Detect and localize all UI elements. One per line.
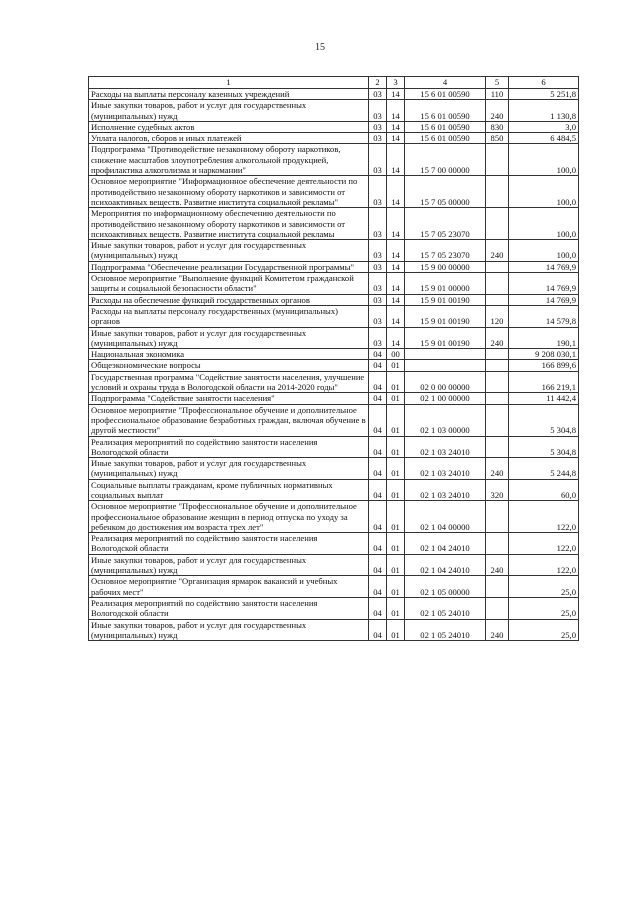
- cell-expense-type: [486, 501, 509, 533]
- cell-target-article: 15 9 01 00190: [405, 327, 486, 349]
- cell-expense-type: [486, 273, 509, 295]
- cell-amount: 5 251,8: [509, 89, 579, 100]
- budget-table: [88, 76, 579, 641]
- cell-subsection: 14: [387, 294, 405, 305]
- header-cell-subsection: 3: [387, 77, 405, 89]
- cell-target-article: 15 7 05 23070: [405, 240, 486, 262]
- cell-section: 04: [369, 404, 387, 436]
- cell-amount: 9 208 030,1: [509, 349, 579, 360]
- cell-expense-type: [486, 597, 509, 619]
- header-cell-target-article: 4: [405, 77, 486, 89]
- cell-expense-type: 240: [486, 554, 509, 576]
- cell-subsection: 14: [387, 100, 405, 122]
- table-row: [89, 305, 579, 327]
- cell-section: 04: [369, 554, 387, 576]
- cell-expense-type: [486, 294, 509, 305]
- cell-subsection: 14: [387, 176, 405, 208]
- table-row: [89, 261, 579, 272]
- cell-amount: 25,0: [509, 619, 579, 641]
- cell-target-article: 15 7 05 23070: [405, 208, 486, 240]
- cell-target-article: [405, 360, 486, 371]
- cell-expense-type: 830: [486, 121, 509, 132]
- cell-target-article: 02 1 05 24010: [405, 597, 486, 619]
- cell-expense-type: [486, 144, 509, 176]
- cell-expense-type: [486, 176, 509, 208]
- table-row: [89, 360, 579, 371]
- cell-target-article: 02 1 03 00000: [405, 404, 486, 436]
- table-row: [89, 240, 579, 262]
- table-row: [89, 349, 579, 360]
- cell-section: 03: [369, 240, 387, 262]
- cell-section: 03: [369, 121, 387, 132]
- cell-amount: 25,0: [509, 597, 579, 619]
- cell-amount: 190,1: [509, 327, 579, 349]
- cell-expense-type: [486, 404, 509, 436]
- cell-subsection: 01: [387, 436, 405, 458]
- cell-name: Основное мероприятие "Профессиональное обучение и дополнительное профессиональное образование безработных граждан, включая обучение в другой местности": [89, 404, 369, 436]
- cell-expense-type: 240: [486, 100, 509, 122]
- cell-amount: 6 484,5: [509, 133, 579, 144]
- cell-amount: 166 899,6: [509, 360, 579, 371]
- cell-section: 03: [369, 133, 387, 144]
- cell-expense-type: [486, 393, 509, 404]
- cell-amount: 14 769,9: [509, 294, 579, 305]
- cell-subsection: 01: [387, 597, 405, 619]
- cell-target-article: 02 1 00 00000: [405, 393, 486, 404]
- cell-target-article: 15 6 01 00590: [405, 121, 486, 132]
- table-body: [89, 77, 579, 641]
- cell-section: 03: [369, 208, 387, 240]
- cell-target-article: 15 6 01 00590: [405, 100, 486, 122]
- cell-expense-type: 240: [486, 458, 509, 480]
- table-row: [89, 144, 579, 176]
- cell-amount: 14 769,9: [509, 273, 579, 295]
- cell-expense-type: [486, 371, 509, 393]
- cell-amount: 60,0: [509, 479, 579, 501]
- cell-section: 03: [369, 273, 387, 295]
- cell-subsection: 14: [387, 144, 405, 176]
- cell-section: 03: [369, 261, 387, 272]
- cell-amount: 5 244,8: [509, 458, 579, 480]
- table-row: [89, 208, 579, 240]
- table-row: [89, 294, 579, 305]
- cell-name: Национальная экономика: [89, 349, 369, 360]
- table-row: [89, 393, 579, 404]
- cell-subsection: 01: [387, 371, 405, 393]
- table-row: [89, 273, 579, 295]
- cell-name: Основное мероприятие "Профессиональное обучение и дополнительное профессиональное образование женщин в период отпуска по уходу за ребенком до достижения им возраста трех лет": [89, 501, 369, 533]
- cell-name: Реализация мероприятий по содействию занятости населения Вологодской области: [89, 597, 369, 619]
- cell-subsection: 01: [387, 360, 405, 371]
- cell-section: 04: [369, 349, 387, 360]
- cell-section: 04: [369, 360, 387, 371]
- cell-name: Уплата налогов, сборов и иных платежей: [89, 133, 369, 144]
- cell-subsection: 01: [387, 619, 405, 641]
- cell-target-article: 02 1 04 00000: [405, 501, 486, 533]
- cell-section: 04: [369, 479, 387, 501]
- table-row: [89, 554, 579, 576]
- cell-name: Подпрограмма "Противодействие незаконному обороту наркотиков, снижение масштабов злоупотребления алкогольной продукцией, профилактика алкоголизма и наркомании": [89, 144, 369, 176]
- cell-section: 04: [369, 458, 387, 480]
- table-row: [89, 176, 579, 208]
- cell-expense-type: [486, 576, 509, 598]
- table-row: [89, 100, 579, 122]
- page-number: 15: [315, 42, 325, 53]
- header-cell-amount: 6: [509, 77, 579, 89]
- cell-target-article: [405, 349, 486, 360]
- cell-target-article: 15 9 01 00190: [405, 305, 486, 327]
- cell-name: Социальные выплаты гражданам, кроме публичных нормативных социальных выплат: [89, 479, 369, 501]
- cell-name: Основное мероприятие "Информационное обеспечение деятельности по противодействию незаконному обороту наркотиков и зависимости от психоактивных веществ. Развитие института социальной рекламы": [89, 176, 369, 208]
- cell-subsection: 01: [387, 393, 405, 404]
- cell-name: Подпрограмма "Содействие занятости населения": [89, 393, 369, 404]
- cell-expense-type: [486, 360, 509, 371]
- cell-name: Расходы на выплаты персоналу государственных (муниципальных) органов: [89, 305, 369, 327]
- cell-subsection: 01: [387, 501, 405, 533]
- cell-name: Расходы на обеспечение функций государственных органов: [89, 294, 369, 305]
- cell-amount: 100,0: [509, 144, 579, 176]
- cell-target-article: 15 9 00 00000: [405, 261, 486, 272]
- cell-target-article: 02 0 00 00000: [405, 371, 486, 393]
- table-row: [89, 576, 579, 598]
- cell-expense-type: 850: [486, 133, 509, 144]
- cell-name: Исполнение судебных актов: [89, 121, 369, 132]
- table-row: [89, 133, 579, 144]
- table-row: [89, 404, 579, 436]
- cell-target-article: 02 1 05 24010: [405, 619, 486, 641]
- cell-name: Иные закупки товаров, работ и услуг для государственных (муниципальных) нужд: [89, 619, 369, 641]
- cell-amount: 5 304,8: [509, 404, 579, 436]
- cell-section: 03: [369, 89, 387, 100]
- cell-expense-type: [486, 533, 509, 555]
- table-row: [89, 89, 579, 100]
- cell-name: Иные закупки товаров, работ и услуг для государственных (муниципальных) нужд: [89, 240, 369, 262]
- cell-name: Иные закупки товаров, работ и услуг для государственных (муниципальных) нужд: [89, 554, 369, 576]
- cell-amount: 3,0: [509, 121, 579, 132]
- cell-amount: 122,0: [509, 554, 579, 576]
- cell-expense-type: 240: [486, 327, 509, 349]
- cell-name: Реализация мероприятий по содействию занятости населения Вологодской области: [89, 533, 369, 555]
- cell-section: 04: [369, 371, 387, 393]
- cell-amount: 100,0: [509, 176, 579, 208]
- cell-subsection: 01: [387, 479, 405, 501]
- cell-name: Подпрограмма "Обеспечение реализации Государственной программы": [89, 261, 369, 272]
- cell-expense-type: [486, 349, 509, 360]
- cell-section: 04: [369, 393, 387, 404]
- cell-name: Основное мероприятие "Выполнение функций Комитетом гражданской защиты и социальной безопасности области": [89, 273, 369, 295]
- cell-subsection: 01: [387, 554, 405, 576]
- cell-amount: 14 769,9: [509, 261, 579, 272]
- cell-subsection: 14: [387, 89, 405, 100]
- cell-subsection: 01: [387, 576, 405, 598]
- cell-expense-type: 320: [486, 479, 509, 501]
- table-row: [89, 533, 579, 555]
- cell-target-article: 02 1 04 24010: [405, 533, 486, 555]
- cell-expense-type: [486, 261, 509, 272]
- cell-amount: 166 219,1: [509, 371, 579, 393]
- cell-name: Мероприятия по информационному обеспечению деятельности по противодействию незаконному обороту наркотиков и зависимости от психоактивных веществ. Развитие института социальной рекламы: [89, 208, 369, 240]
- header-cell-name: 1: [89, 77, 369, 89]
- header-cell-expense-type: 5: [486, 77, 509, 89]
- cell-section: 03: [369, 176, 387, 208]
- cell-subsection: 14: [387, 261, 405, 272]
- cell-target-article: 02 1 05 00000: [405, 576, 486, 598]
- cell-subsection: 00: [387, 349, 405, 360]
- cell-target-article: 02 1 04 24010: [405, 554, 486, 576]
- cell-subsection: 14: [387, 273, 405, 295]
- cell-name: Иные закупки товаров, работ и услуг для государственных (муниципальных) нужд: [89, 100, 369, 122]
- cell-expense-type: 120: [486, 305, 509, 327]
- cell-section: 03: [369, 144, 387, 176]
- cell-amount: 122,0: [509, 533, 579, 555]
- cell-expense-type: 110: [486, 89, 509, 100]
- table-row: [89, 327, 579, 349]
- cell-name: Иные закупки товаров, работ и услуг для государственных (муниципальных) нужд: [89, 327, 369, 349]
- cell-subsection: 01: [387, 458, 405, 480]
- cell-target-article: 02 1 03 24010: [405, 436, 486, 458]
- cell-section: 04: [369, 436, 387, 458]
- table-row: [89, 458, 579, 480]
- table-row: [89, 121, 579, 132]
- cell-subsection: 14: [387, 305, 405, 327]
- cell-amount: 100,0: [509, 208, 579, 240]
- cell-target-article: 15 6 01 00590: [405, 133, 486, 144]
- cell-target-article: 15 9 01 00190: [405, 294, 486, 305]
- cell-target-article: 02 1 03 24010: [405, 479, 486, 501]
- cell-amount: 1 130,8: [509, 100, 579, 122]
- cell-section: 04: [369, 619, 387, 641]
- cell-subsection: 14: [387, 208, 405, 240]
- cell-name: Расходы на выплаты персоналу казенных учреждений: [89, 89, 369, 100]
- table-row: [89, 436, 579, 458]
- cell-name: Основное мероприятие "Организация ярмарок вакансий и учебных рабочих мест": [89, 576, 369, 598]
- cell-subsection: 14: [387, 327, 405, 349]
- cell-section: 04: [369, 501, 387, 533]
- cell-target-article: 15 6 01 00590: [405, 89, 486, 100]
- table-row: [89, 597, 579, 619]
- cell-name: Общеэкономические вопросы: [89, 360, 369, 371]
- cell-amount: 11 442,4: [509, 393, 579, 404]
- cell-target-article: 15 7 00 00000: [405, 144, 486, 176]
- cell-section: 04: [369, 576, 387, 598]
- cell-subsection: 14: [387, 240, 405, 262]
- cell-target-article: 15 9 01 00000: [405, 273, 486, 295]
- cell-expense-type: 240: [486, 619, 509, 641]
- cell-amount: 5 304,8: [509, 436, 579, 458]
- table-row: [89, 479, 579, 501]
- cell-name: Государственная программа "Содействие занятости населения, улучшение условий и охраны труда в Вологодской области на 2014-2020 годы": [89, 371, 369, 393]
- cell-amount: 122,0: [509, 501, 579, 533]
- cell-target-article: 15 7 05 00000: [405, 176, 486, 208]
- cell-section: 04: [369, 597, 387, 619]
- table-row: [89, 501, 579, 533]
- cell-section: 03: [369, 294, 387, 305]
- cell-subsection: 14: [387, 133, 405, 144]
- cell-subsection: 14: [387, 121, 405, 132]
- cell-section: 03: [369, 100, 387, 122]
- cell-amount: 100,0: [509, 240, 579, 262]
- cell-subsection: 01: [387, 404, 405, 436]
- cell-subsection: 01: [387, 533, 405, 555]
- cell-target-article: 02 1 03 24010: [405, 458, 486, 480]
- table-header-row: [89, 77, 579, 89]
- cell-section: 03: [369, 305, 387, 327]
- cell-amount: 14 579,8: [509, 305, 579, 327]
- table-row: [89, 371, 579, 393]
- cell-expense-type: [486, 436, 509, 458]
- cell-section: 04: [369, 533, 387, 555]
- cell-expense-type: 240: [486, 240, 509, 262]
- cell-name: Иные закупки товаров, работ и услуг для государственных (муниципальных) нужд: [89, 458, 369, 480]
- cell-section: 03: [369, 327, 387, 349]
- header-cell-section: 2: [369, 77, 387, 89]
- cell-expense-type: [486, 208, 509, 240]
- cell-amount: 25,0: [509, 576, 579, 598]
- cell-name: Реализация мероприятий по содействию занятости населения Вологодской области: [89, 436, 369, 458]
- table-row: [89, 619, 579, 641]
